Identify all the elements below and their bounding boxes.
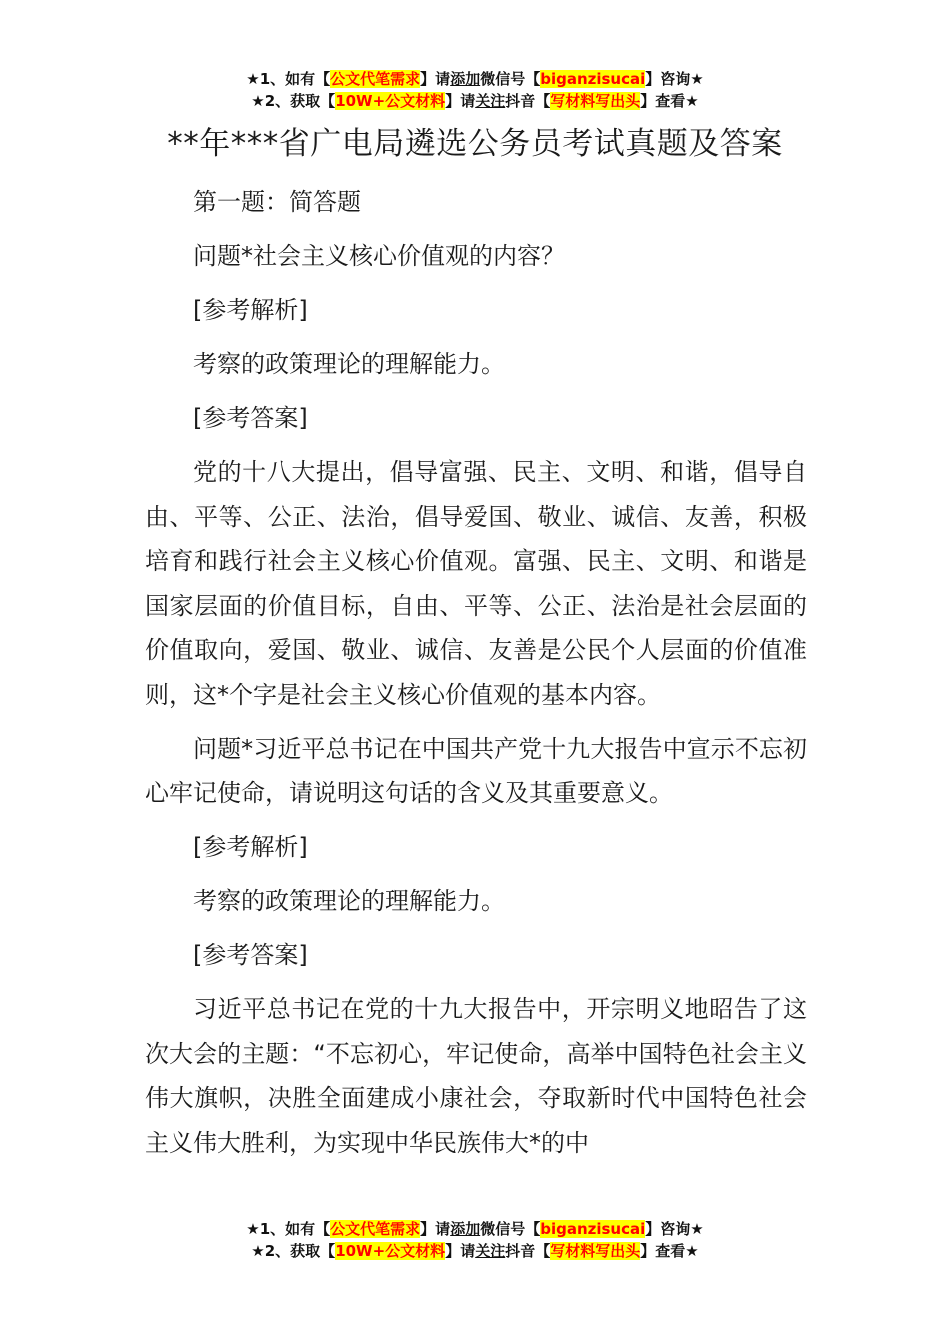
highlight-materials: 10W+公文材料 (335, 1242, 446, 1260)
highlight-materials: 10W+公文材料 (335, 92, 446, 110)
banner-line-1: ★1、如有【公文代笔需求】请添加微信号【biganzisucai】咨询★ (246, 70, 704, 88)
analysis-label-1: [参考解析] (193, 296, 308, 324)
banner-line-2: ★2、获取【10W+公文材料】请关注抖音【写材料写出头】查看★ (251, 92, 699, 110)
highlight-wechat-id: biganzisucai (540, 70, 646, 88)
analysis-label-2: [参考解析] (193, 833, 308, 861)
banner-line-1: ★1、如有【公文代笔需求】请添加微信号【biganzisucai】咨询★ (246, 1220, 704, 1238)
highlight-wechat-id: biganzisucai (540, 1220, 646, 1238)
analysis-text-1: 考察的政策理论的理解能力。 (193, 350, 505, 378)
document-title: **年***省广电局遴选公务员考试真题及答案 (167, 126, 783, 162)
highlight-service: 公文代笔需求 (330, 1220, 421, 1238)
answer-label-2: [参考答案] (193, 941, 308, 969)
footer-banner (0, 1218, 950, 1262)
answer-label-1: [参考答案] (193, 404, 308, 432)
header-banner (0, 68, 950, 112)
highlight-douyin-id: 写材料写出头 (550, 92, 641, 110)
question-1: 问题*社会主义核心价值观的内容？ (193, 242, 565, 270)
analysis-text-2: 考察的政策理论的理解能力。 (193, 887, 505, 915)
section-heading: 第一题：简答题 (193, 188, 361, 216)
answer-text-2: 习近平总书记在党的十九大报告中，开宗明义地昭告了这次大会的主题：“不忘初心，牢记使命，高举中国特色社会主义伟大旗帜，决胜全面建成小康社会，夺取新时代中国特色社会主义伟大胜利，为实现中华民族伟大*的中 (145, 995, 807, 1157)
banner-line-2: ★2、获取【10W+公文材料】请关注抖音【写材料写出头】查看★ (251, 1242, 699, 1260)
document-body (145, 180, 807, 1175)
answer-text-1: 党的十八大提出，倡导富强、民主、文明、和谐，倡导自由、平等、公正、法治，倡导爱国、敬业、诚信、友善，积极培育和践行社会主义核心价值观。富强、民主、文明、和谐是国家层面的价值目标，自由、平等、公正、法治是社会层面的价值取向，爱国、敬业、诚信、友善是公民个人层面的价值准则，这*个字是社会主义核心价值观的基本内容。 (145, 458, 807, 709)
question-2: 问题*习近平总书记在中国共产党十九大报告中宣示不忘初心牢记使命，请说明这句话的含义及其重要意义。 (145, 734, 807, 807)
highlight-service: 公文代笔需求 (330, 70, 421, 88)
highlight-douyin-id: 写材料写出头 (550, 1242, 641, 1260)
